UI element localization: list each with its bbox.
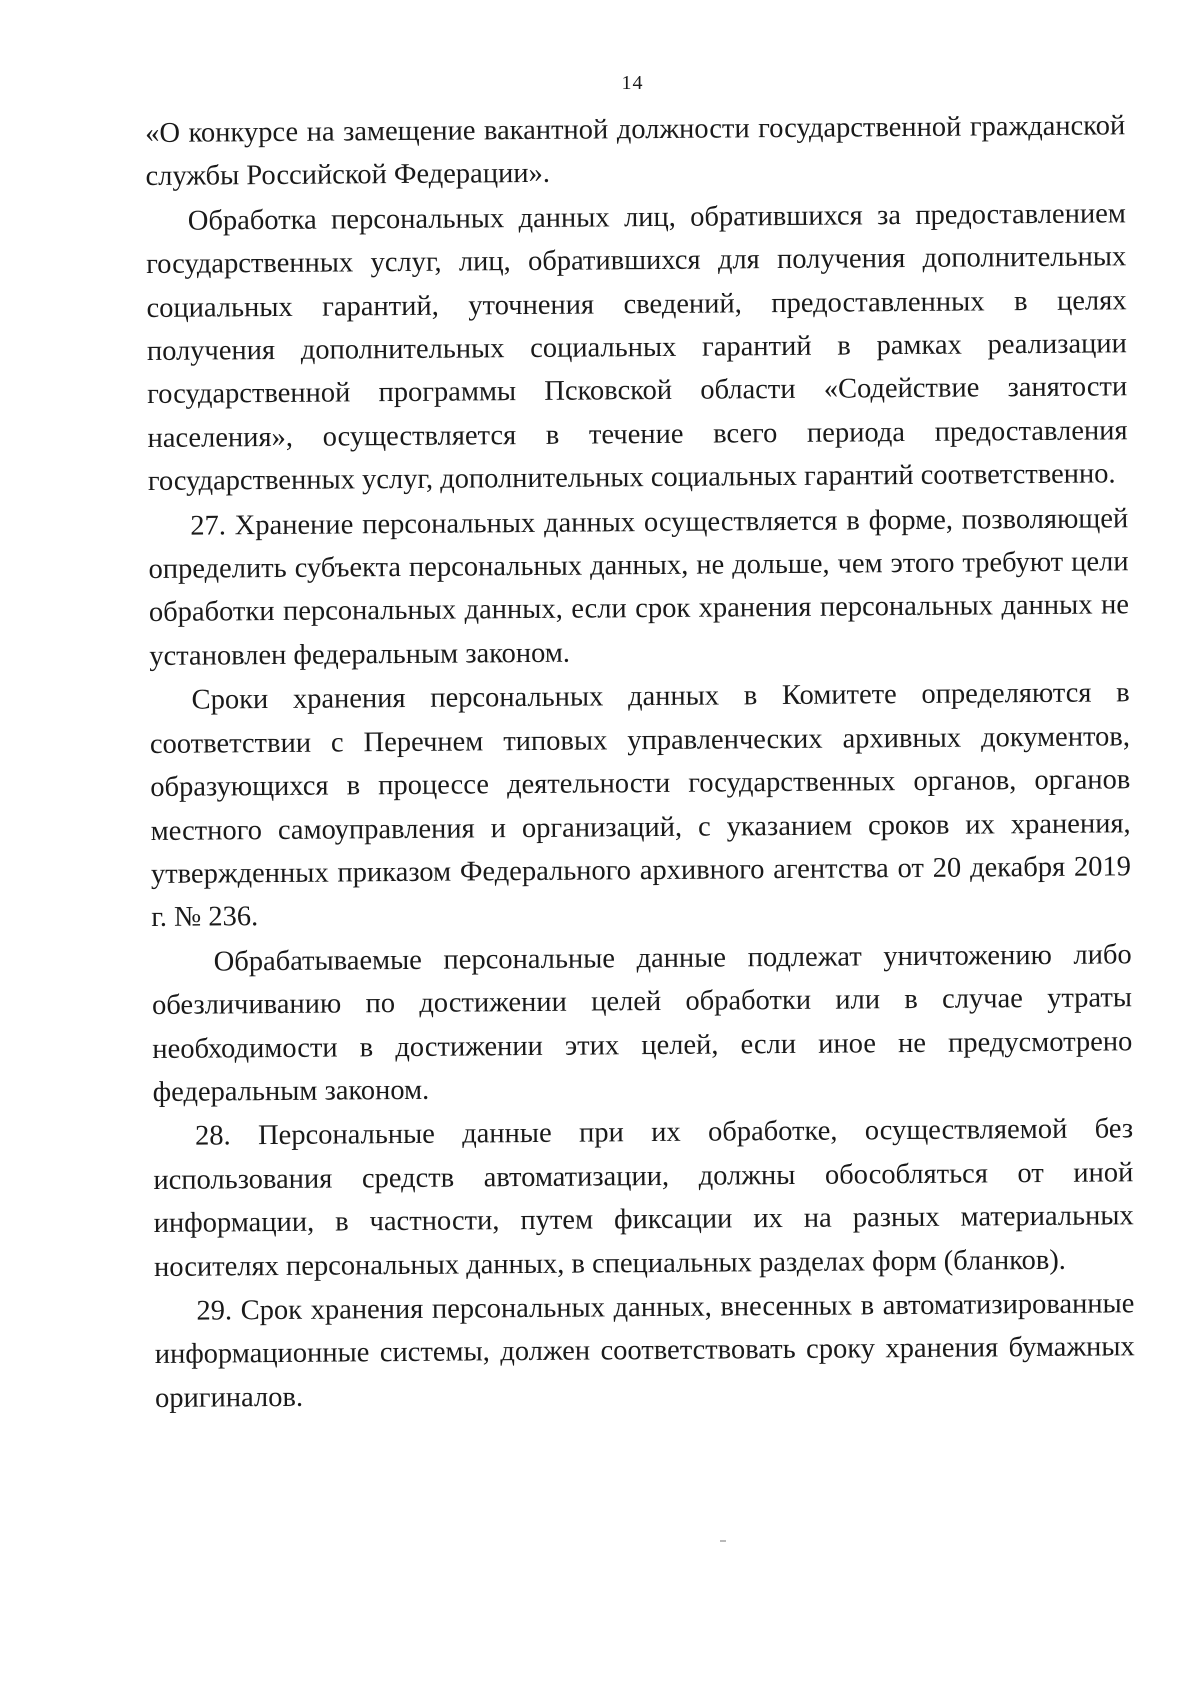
document-body (145, 104, 1135, 1421)
scan-speck (720, 1540, 726, 1542)
paragraph-destruction: Обрабатываемые персональные данные подлежат уничтожению либо обезличиванию по достижении целей обработки или в случае утраты необходимости в достижении этих целей, если иное не предусмотрено федеральным законом. (151, 938, 1133, 1108)
page-number: 14 (621, 72, 644, 94)
paragraph-processing-period: Обработка персональных данных лиц, обратившихся за предоставлением государственных услуг, лиц, обратившихся для получения дополнительных социальных гарантий, уточнения сведений, предоставленных в целях получения дополнительных социальных гарантий в рамках реализации государственной программы Псковской области «Содействие занятости населения», осуществляется в течение всего периода предоставления государственных услуг, дополнительных социальных гарантий соответственно. (146, 198, 1128, 498)
paragraph-contest-reference: «О конкурсе на замещение вакантной должности государственной гражданской службы Российской Федерации». (145, 110, 1126, 193)
paragraph-28-separation: 28. Персональные данные при их обработке, осуществляемой без использования средств автоматизации, должны обособляться от иной информации, в частности, путем фиксации их на разных материальных носителях персональных данных, в специальных разделах форм (бланков). (153, 1113, 1134, 1283)
paragraph-storage-terms: Сроки хранения персональных данных в Комитете определяются в соответствии с Перечнем типовых управленческих архивных документов, образующихся в процессе деятельности государственных органов, органов местного самоуправления и организаций, с указанием сроков их хранения, утвержденных приказом Федерального архивного агентства от 20 декабря 2019 г. № 236. (149, 677, 1132, 934)
paragraph-27-storage: 27. Хранение персональных данных осуществляется в форме, позволяющей определить субъекта персональных данных, не дольше, чем этого требуют цели обработки персональных данных, если срок хранения персональных данных не установлен федеральным законом. (148, 502, 1130, 672)
paragraph-29-retention: 29. Срок хранения персональных данных, внесенных в автоматизированные информационные системы, должен соответствовать сроку хранения бумажных оригиналов. (154, 1288, 1135, 1414)
